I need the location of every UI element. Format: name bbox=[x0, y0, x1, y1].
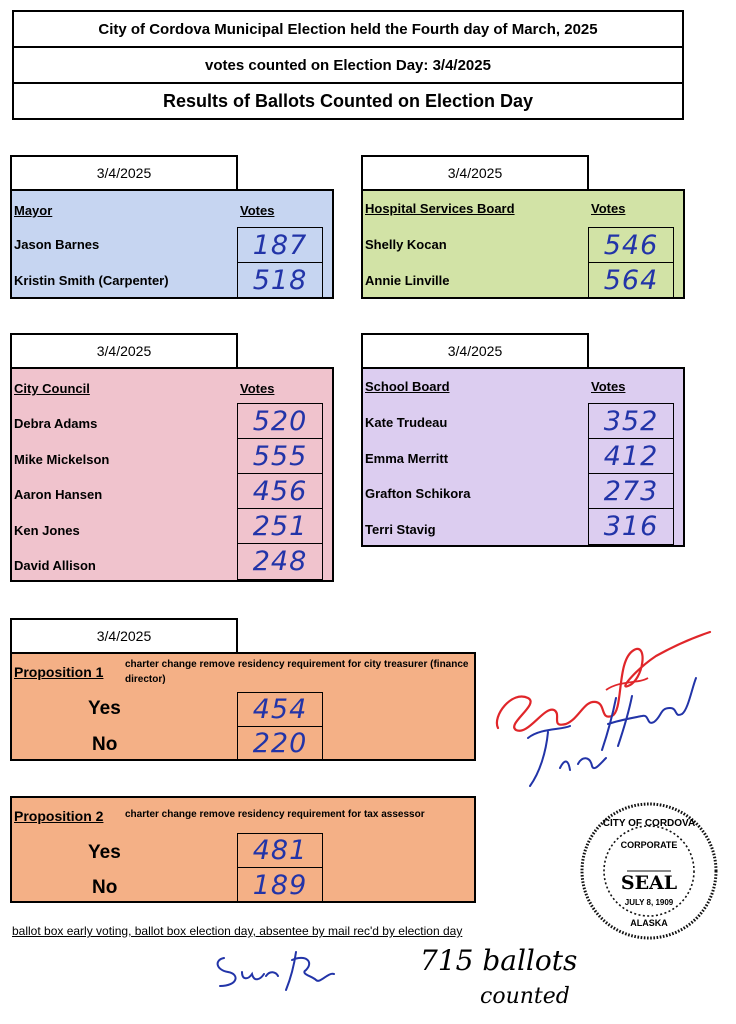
prop1-date: 3/4/2025 bbox=[10, 618, 238, 652]
vote-count: 189 bbox=[237, 867, 323, 903]
signature-bottom bbox=[210, 946, 370, 996]
candidate-name: Kristin Smith (Carpenter) bbox=[14, 273, 169, 288]
mayor-votes-header: Votes bbox=[240, 203, 275, 218]
seal-corporate-text: CORPORATE bbox=[620, 840, 678, 850]
candidate-name: Aaron Hansen bbox=[14, 487, 103, 502]
prop1-description: charter change remove residency requirement for city treasurer (finance director) bbox=[125, 659, 469, 685]
council-panel bbox=[10, 367, 334, 582]
prop1-yes-label: Yes bbox=[88, 698, 121, 719]
prop2-panel bbox=[10, 796, 476, 903]
council-title: City Council bbox=[14, 381, 90, 396]
candidate-name: Jason Barnes bbox=[14, 237, 100, 252]
candidate-name: Kate Trudeau bbox=[365, 415, 448, 430]
hospital-panel bbox=[361, 189, 685, 299]
seal-date-text: JULY 8, 1909 bbox=[624, 898, 674, 907]
signature-blue bbox=[520, 668, 700, 792]
corporate-seal bbox=[580, 802, 718, 940]
header-line2 bbox=[12, 46, 684, 84]
vote-count: 564 bbox=[588, 262, 674, 299]
vote-count: 248 bbox=[237, 543, 323, 580]
page-title bbox=[12, 82, 684, 120]
header-line2-text: votes counted on Election Day: 3/4/2025 bbox=[205, 56, 491, 74]
school-title: School Board bbox=[365, 379, 450, 394]
header-line1-text: City of Cordova Municipal Election held the Fourth day of March, 2025 bbox=[98, 20, 598, 38]
vote-count: 412 bbox=[588, 438, 674, 474]
seal-state-text: ALASKA bbox=[630, 918, 668, 928]
footer-note: ballot box early voting, ballot box election day, absentee by mail rec'd by election day bbox=[12, 924, 463, 938]
candidate-name: Ken Jones bbox=[14, 523, 80, 538]
prop2-description: charter change remove residency requirement for tax assessor bbox=[125, 809, 425, 820]
candidate-name: Emma Merritt bbox=[365, 451, 449, 466]
prop1-title: Proposition 1 bbox=[14, 664, 104, 680]
vote-count: 520 bbox=[237, 403, 323, 439]
vote-count: 352 bbox=[588, 403, 674, 439]
ballots-counted-line1: 715 ballots bbox=[420, 944, 578, 977]
header-line1 bbox=[12, 10, 684, 48]
vote-count: 546 bbox=[588, 227, 674, 263]
vote-count: 454 bbox=[237, 692, 323, 727]
vote-count: 481 bbox=[237, 833, 323, 868]
prop1-no-label: No bbox=[92, 734, 118, 755]
vote-count: 518 bbox=[237, 262, 323, 299]
candidate-name: Debra Adams bbox=[14, 416, 98, 431]
prop1-panel bbox=[10, 652, 476, 761]
candidate-name: Annie Linville bbox=[365, 273, 450, 288]
prop2-yes-label: Yes bbox=[88, 842, 121, 863]
vote-count: 456 bbox=[237, 473, 323, 509]
school-votes-header: Votes bbox=[591, 379, 626, 394]
school-panel bbox=[361, 367, 685, 547]
hospital-title: Hospital Services Board bbox=[365, 201, 515, 216]
candidate-name: Shelly Kocan bbox=[365, 237, 447, 252]
vote-count: 316 bbox=[588, 508, 674, 545]
seal-top-text: CITY OF CORDOVA bbox=[602, 818, 696, 829]
council-votes-header: Votes bbox=[240, 381, 275, 396]
vote-count: 555 bbox=[237, 438, 323, 474]
vote-count: 187 bbox=[237, 227, 323, 263]
vote-count: 273 bbox=[588, 473, 674, 509]
vote-count: 251 bbox=[237, 508, 323, 544]
council-date: 3/4/2025 bbox=[10, 333, 238, 367]
prop2-title: Proposition 2 bbox=[14, 808, 104, 824]
hospital-votes-header: Votes bbox=[591, 201, 626, 216]
candidate-name: David Allison bbox=[14, 558, 96, 573]
candidate-name: Mike Mickelson bbox=[14, 452, 110, 467]
seal-word: SEAL bbox=[620, 872, 678, 894]
prop2-no-label: No bbox=[92, 877, 118, 898]
mayor-title: Mayor bbox=[14, 203, 53, 218]
mayor-panel bbox=[10, 189, 334, 299]
candidate-name: Grafton Schikora bbox=[365, 486, 471, 501]
candidate-name: Terri Stavig bbox=[365, 522, 436, 537]
school-date: 3/4/2025 bbox=[361, 333, 589, 367]
vote-count: 220 bbox=[237, 726, 323, 761]
mayor-date: 3/4/2025 bbox=[10, 155, 238, 189]
page-title-text: Results of Ballots Counted on Election Day bbox=[162, 90, 534, 111]
ballots-counted-line2: counted bbox=[480, 984, 570, 1009]
hospital-date: 3/4/2025 bbox=[361, 155, 589, 189]
